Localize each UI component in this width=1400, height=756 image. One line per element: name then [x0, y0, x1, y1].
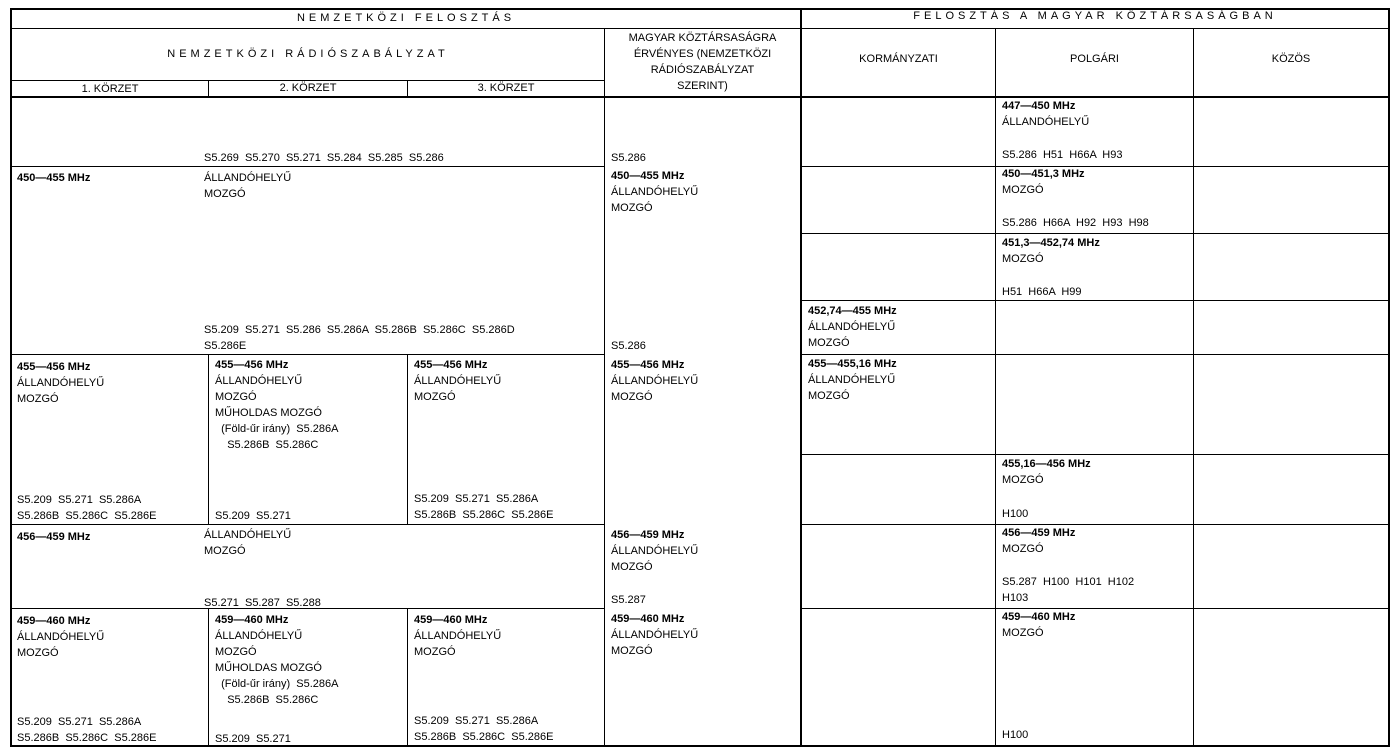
r0-civil-frequency: 447—450 MHz	[1002, 100, 1076, 112]
r2-region1-frequency: 455—456 MHz	[17, 361, 91, 373]
r0-civil-notes: S5.286 H51 H66A H93	[1002, 149, 1123, 161]
r3-civil-notes: S5.287 H100 H101 H102 H103	[1002, 576, 1135, 604]
r2-region2-services: ÁLLANDÓHELYŰ MOZGÓ MŰHOLDAS MOZGÓ (Föld-űr irány) S5.286A S5.286B S5.286C	[215, 375, 339, 451]
r2-region1-notes: S5.209 S5.271 S5.286A S5.286B S5.286C S5.286E	[17, 494, 157, 522]
r1-hu-notes: S5.286	[611, 340, 646, 352]
rule	[800, 233, 1390, 234]
header-region-3: 3. KÖRZET	[477, 82, 535, 94]
rule	[1193, 28, 1194, 746]
r3-civil-frequency: 456—459 MHz	[1002, 527, 1076, 539]
r4-region3-notes: S5.209 S5.271 S5.286A S5.286B S5.286C S5.286E	[414, 715, 554, 743]
rule	[10, 80, 604, 81]
r0-intl-notes: S5.269 S5.270 S5.271 S5.284 S5.285 S5.286	[204, 152, 444, 164]
r0-hu-notes: S5.286	[611, 152, 646, 164]
r0-civil-services: ÁLLANDÓHELYŰ	[1002, 116, 1090, 128]
header-region-1: 1. KÖRZET	[81, 83, 139, 95]
r2-civil-notes: H100	[1002, 508, 1029, 520]
r1-intl-notes: S5.209 S5.271 S5.286 S5.286A S5.286B S5.286C S5.286D S5.286E	[204, 324, 515, 352]
rule	[208, 608, 209, 746]
r4-civil-frequency: 459—460 MHz	[1002, 611, 1076, 623]
rule	[208, 354, 209, 525]
r2-civil-frequency: 455,16—456 MHz	[1002, 458, 1091, 470]
rule	[407, 354, 408, 525]
r4-hu-services: ÁLLANDÓHELYŰ MOZGÓ	[611, 629, 699, 657]
r3-region1-frequency: 456—459 MHz	[17, 531, 91, 543]
r1-civil-a-notes: S5.286 H66A H92 H93 H98	[1002, 217, 1149, 229]
header-intl-radio-regulations: NEMZETKÖZI RÁDIÓSZABÁLYZAT	[167, 48, 449, 60]
r4-region3-frequency: 459—460 MHz	[414, 614, 488, 626]
rule	[407, 608, 408, 746]
r4-hu-frequency: 459—460 MHz	[611, 613, 685, 625]
r3-intl-services: ÁLLANDÓHELYŰ MOZGÓ	[204, 529, 292, 557]
rule	[10, 166, 605, 167]
r4-region2-notes: S5.209 S5.271	[215, 733, 291, 745]
rule	[800, 608, 1390, 609]
header-intl-allocation: NEMZETKÖZI FELOSZTÁS	[296, 12, 516, 24]
r4-region2-services: ÁLLANDÓHELYŰ MOZGÓ MŰHOLDAS MOZGÓ (Föld-űr irány) S5.286A S5.286B S5.286C	[215, 630, 339, 706]
r3-hu-notes: S5.287	[611, 594, 646, 606]
r2-region3-notes: S5.209 S5.271 S5.286A S5.286B S5.286C S5.286E	[414, 493, 554, 521]
r2-gov-frequency: 455—455,16 MHz	[808, 358, 897, 370]
header-governmental: KORMÁNYZATI	[859, 53, 938, 65]
rule	[10, 8, 12, 747]
r1-hu-services: ÁLLANDÓHELYŰ MOZGÓ	[611, 186, 699, 214]
r3-civil-services: MOZGÓ	[1002, 543, 1044, 555]
rule	[10, 96, 1390, 98]
r1-region1-frequency: 450—455 MHz	[17, 172, 91, 184]
header-civil: POLGÁRI	[1070, 53, 1119, 65]
r1-civil-b-services: MOZGÓ	[1002, 253, 1044, 265]
r2-region3-services: ÁLLANDÓHELYŰ MOZGÓ	[414, 375, 502, 403]
r3-hu-frequency: 456—459 MHz	[611, 529, 685, 541]
r4-civil-services: MOZGÓ	[1002, 627, 1044, 639]
rule	[1388, 8, 1390, 747]
r4-region2-frequency: 459—460 MHz	[215, 614, 289, 626]
rule	[800, 8, 802, 747]
rule	[10, 28, 1390, 29]
r1-gov-frequency: 452,74—455 MHz	[808, 305, 897, 317]
r2-gov-services: ÁLLANDÓHELYŰ MOZGÓ	[808, 374, 896, 402]
r2-hu-frequency: 455—456 MHz	[611, 359, 685, 371]
rule	[604, 28, 605, 746]
r4-region1-frequency: 459—460 MHz	[17, 615, 91, 627]
r2-hu-services: ÁLLANDÓHELYŰ MOZGÓ	[611, 375, 699, 403]
r2-civil-services: MOZGÓ	[1002, 474, 1044, 486]
rule	[800, 300, 1390, 301]
r2-region1-services: ÁLLANDÓHELYŰ MOZGÓ	[17, 377, 105, 405]
rule	[800, 166, 1390, 167]
r2-region2-frequency: 455—456 MHz	[215, 359, 289, 371]
rule	[800, 524, 1390, 525]
r1-civil-a-services: MOZGÓ	[1002, 184, 1044, 196]
r1-intl-services: ÁLLANDÓHELYŰ MOZGÓ	[204, 172, 292, 200]
r1-civil-b-frequency: 451,3—452,74 MHz	[1002, 237, 1100, 249]
r4-region3-services: ÁLLANDÓHELYŰ MOZGÓ	[414, 630, 502, 658]
rule	[800, 354, 1390, 355]
rule	[10, 524, 605, 525]
r1-civil-a-frequency: 450—451,3 MHz	[1002, 168, 1085, 180]
r4-region1-notes: S5.209 S5.271 S5.286A S5.286B S5.286C S5.286E	[17, 716, 157, 744]
r4-civil-notes: H100	[1002, 729, 1029, 741]
r1-hu-frequency: 450—455 MHz	[611, 170, 685, 182]
r2-region2-notes: S5.209 S5.271	[215, 510, 291, 522]
r1-civil-b-notes: H51 H66A H99	[1002, 286, 1082, 298]
r4-region1-services: ÁLLANDÓHELYŰ MOZGÓ	[17, 631, 105, 659]
header-region-2: 2. KÖRZET	[279, 82, 337, 94]
rule	[995, 28, 996, 746]
header-hu-allocation: FELOSZTÁS A MAGYAR KÖZTÁRSASÁGBAN	[913, 10, 1277, 22]
r1-gov-services: ÁLLANDÓHELYŰ MOZGÓ	[808, 321, 896, 349]
r3-hu-services: ÁLLANDÓHELYŰ MOZGÓ	[611, 545, 699, 573]
rule	[800, 454, 1390, 455]
rule	[10, 354, 605, 355]
r2-region3-frequency: 455—456 MHz	[414, 359, 488, 371]
r3-intl-notes: S5.271 S5.287 S5.288	[204, 597, 321, 609]
header-hu-valid: MAGYAR KÖZTÁRSASÁGRA ÉRVÉNYES (NEMZETKÖZI RÁDIÓSZABÁLYZAT SZERINT)	[628, 32, 777, 92]
header-common: KÖZÖS	[1271, 53, 1311, 65]
